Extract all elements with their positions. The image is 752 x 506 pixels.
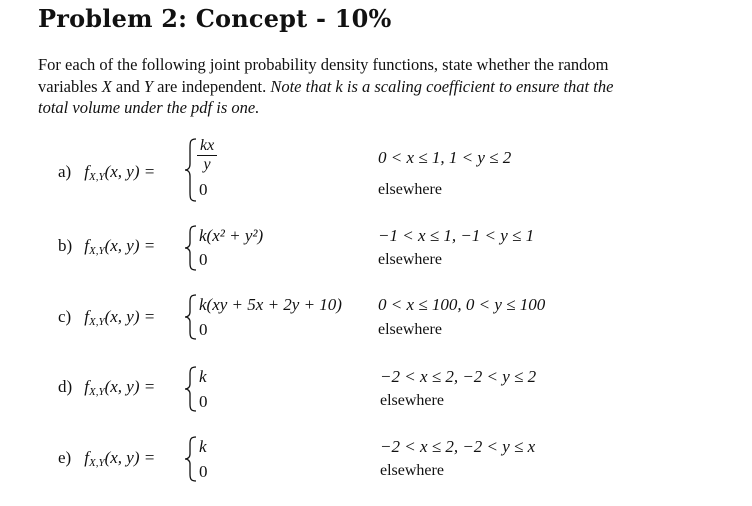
brace-d: [184, 366, 198, 412]
brace-a: [184, 138, 198, 202]
item-e-zero: 0: [199, 462, 208, 481]
item-d-lhs: [58, 377, 155, 398]
intro-line-3: [38, 97, 728, 119]
intro-text: variables: [38, 76, 102, 96]
pdf-subscript: X,Y: [88, 457, 105, 469]
pdf-args: (x, y) =: [104, 448, 156, 467]
pdf-symbol: f: [84, 307, 89, 326]
item-d-elsewhere: elsewhere: [380, 392, 444, 409]
item-d-zero: 0: [199, 392, 208, 411]
item-b-condition: −1 < x ≤ 1, −1 < y ≤ 1: [378, 226, 535, 245]
item-c-expression: k(xy + 5x + 2y + 10): [199, 295, 342, 314]
pdf-symbol: f: [84, 448, 89, 467]
fraction-numerator: kx: [197, 137, 217, 156]
item-b-elsewhere: elsewhere: [378, 251, 442, 268]
item-a-fraction: [197, 137, 217, 174]
item-label: d): [58, 377, 73, 396]
pdf-args: (x, y) =: [104, 377, 156, 396]
item-label: a): [58, 162, 72, 181]
item-b-lhs: [58, 236, 155, 257]
brace-c: [184, 294, 198, 340]
intro-note: Note that k is a scaling coefficient to ensure that the: [270, 76, 614, 96]
pdf-subscript: X,Y: [88, 316, 105, 328]
pdf-symbol: f: [84, 162, 89, 181]
item-a-lhs: [58, 162, 155, 183]
item-label: c): [58, 307, 72, 326]
pdf-subscript: X,Y: [88, 386, 105, 398]
intro-line-2: [38, 76, 728, 98]
item-a-zero: 0: [199, 180, 208, 199]
pdf-args: (x, y) =: [104, 236, 156, 255]
page-title: Problem 2: Concept - 10%: [38, 4, 392, 33]
intro-text: and: [111, 76, 144, 96]
intro-paragraph: [38, 54, 728, 119]
pdf-args: (x, y) =: [104, 307, 156, 326]
item-b-zero: 0: [199, 250, 208, 269]
item-d-expression: k: [199, 367, 207, 386]
item-label: b): [58, 236, 73, 255]
item-a-elsewhere: elsewhere: [378, 181, 442, 198]
item-e-expression: k: [199, 437, 207, 456]
brace-b: [184, 225, 198, 271]
item-b-expression: k(x² + y²): [199, 226, 264, 245]
item-c-lhs: [58, 307, 155, 328]
pdf-args: (x, y) =: [104, 162, 156, 181]
pdf-subscript: X,Y: [88, 245, 105, 257]
var-x: X: [101, 76, 112, 96]
item-e-lhs: [58, 448, 155, 469]
item-e-condition: −2 < x ≤ 2, −2 < y ≤ x: [380, 437, 536, 456]
pdf-subscript: X,Y: [88, 171, 105, 183]
item-label: e): [58, 448, 72, 467]
brace-e: [184, 436, 198, 482]
var-y: Y: [143, 76, 154, 96]
item-d-condition: −2 < x ≤ 2, −2 < y ≤ 2: [380, 367, 537, 386]
item-e-elsewhere: elsewhere: [380, 462, 444, 479]
item-a-condition: 0 < x ≤ 1, 1 < y ≤ 2: [378, 148, 512, 167]
intro-text: are independent.: [153, 76, 271, 96]
item-c-zero: 0: [199, 320, 208, 339]
item-c-condition: 0 < x ≤ 100, 0 < y ≤ 100: [378, 295, 546, 314]
fraction-denominator: y: [203, 156, 211, 173]
pdf-symbol: f: [84, 377, 89, 396]
item-c-elsewhere: elsewhere: [378, 321, 442, 338]
intro-line-1: For each of the following joint probability density functions, state whether the random: [38, 55, 609, 74]
intro-note: total volume under the pdf is one.: [38, 98, 260, 117]
pdf-symbol: f: [84, 236, 89, 255]
